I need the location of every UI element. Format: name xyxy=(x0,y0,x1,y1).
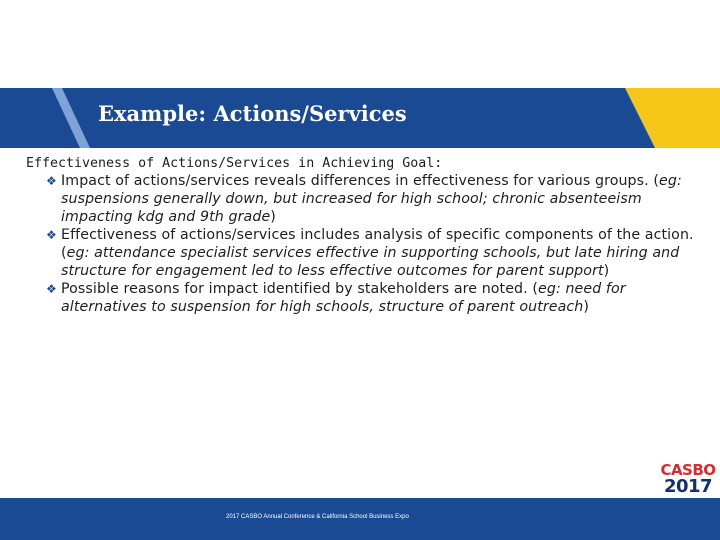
slide-title: Example: Actions/Services xyxy=(98,101,407,126)
diamond-bullet-icon: ❖ xyxy=(46,174,57,188)
bullet-example: eg: need for alternatives to suspension for high schools, structure of parent outreach xyxy=(61,281,626,315)
bullet-tail: ) xyxy=(583,299,590,315)
bullet-tail: ) xyxy=(270,209,276,225)
bullet-text: Impact of actions/services reveals differences in effectiveness for various groups. ( xyxy=(61,173,660,189)
diamond-bullet-icon: ❖ xyxy=(46,228,57,242)
logo-year: 2017 xyxy=(663,476,713,497)
casbo-logo xyxy=(660,462,716,498)
bullet-item xyxy=(26,280,696,316)
slide-content xyxy=(26,155,696,316)
bullet-item xyxy=(26,226,696,280)
bullet-text: Possible reasons for impact identified by stakeholders are noted. ( xyxy=(61,281,539,297)
bullet-example: eg: attendance specialist services effective in supporting schools, but late hiring and structure for engagement led to less effective outcomes for parent support xyxy=(61,245,680,279)
bullet-text: Effectiveness of actions/services includes analysis of specific components of the action. ( xyxy=(61,227,694,261)
diamond-bullet-icon: ❖ xyxy=(46,282,57,296)
bullet-example: eg: suspensions generally down, but increased for high school; chronic absenteeism impacting kdg and 9th grade xyxy=(61,173,682,225)
content-heading: Effectiveness of Actions/Services in Achieving Goal: xyxy=(26,156,443,171)
footer-text: 2017 CASBO Annual Conference & California School Business Expo xyxy=(226,514,409,520)
bullet-item xyxy=(26,172,696,226)
bullet-list xyxy=(26,172,696,316)
bullet-tail: ) xyxy=(603,263,610,279)
logo-word: CASBO xyxy=(660,461,716,479)
